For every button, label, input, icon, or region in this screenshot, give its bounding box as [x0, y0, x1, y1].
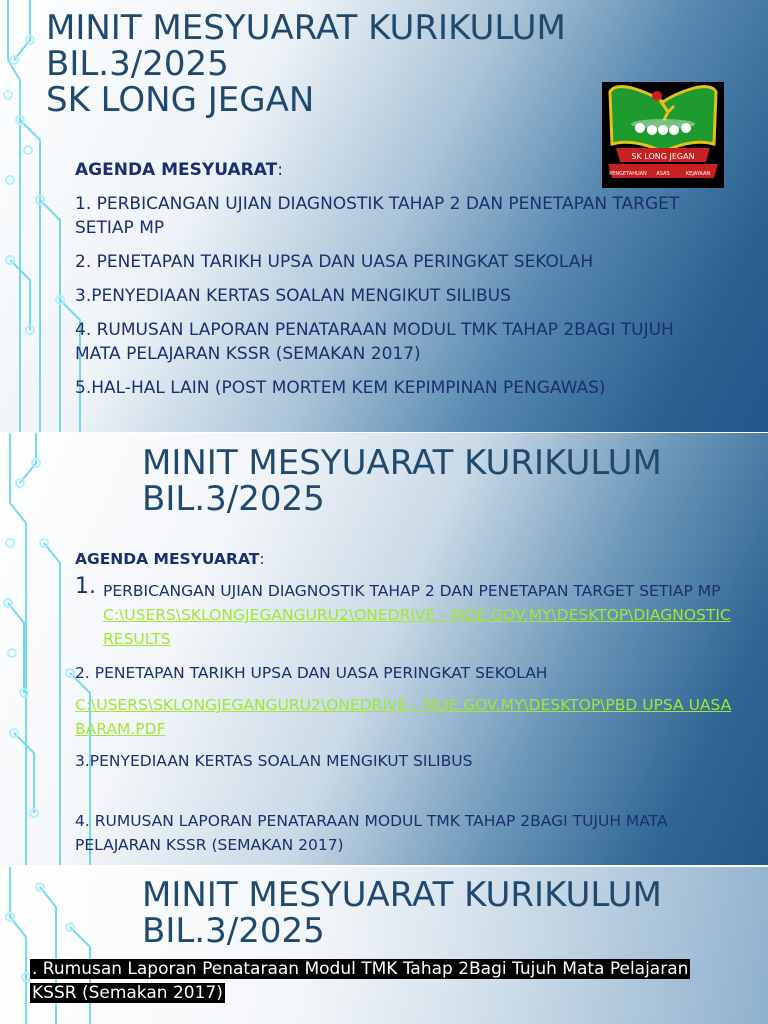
agenda-list — [75, 547, 740, 865]
agenda-heading — [75, 158, 715, 182]
logo-motto-mid: ASAS — [656, 171, 670, 177]
agenda-item: 4. RUMUSAN LAPORAN PENATARAAN MODUL TMK TAHAP 2BAGI TUJUH MATA PELAJARAN KSSR (SEMAKAN 2017) — [75, 812, 668, 854]
logo-motto-left: PENGETAHUAN — [609, 171, 647, 177]
agenda-heading-label: AGENDA MESYUARAT — [75, 550, 260, 568]
agenda-heading — [75, 547, 740, 571]
title-line: MINIT MESYUARAT KURIKULUM — [46, 8, 566, 48]
agenda-item: 4. RUMUSAN LAPORAN PENATARAAN MODUL TMK TAHAP 2BAGI TUJUH MATA PELAJARAN KSSR (SEMAKAN 2017) — [75, 320, 674, 364]
highlighted-agenda-item — [30, 957, 690, 1005]
slide-2-title — [142, 445, 662, 517]
agenda-item: 2. PENETAPAN TARIKH UPSA DAN UASA PERINGKAT SEKOLAH — [75, 664, 548, 682]
agenda-item: 1. PERBICANGAN UJIAN DIAGNOSTIK TAHAP 2 DAN PENETAPAN TARGET SETIAP MP — [75, 194, 680, 238]
item-number: 1. — [75, 574, 96, 599]
agenda-list — [75, 158, 715, 410]
title-line: BIL.3/2025 — [142, 911, 325, 951]
pbd-upsa-uasa-link[interactable]: C:\USERS\SKLONGJEGANGURU2\ONEDRIVE - MOE.GOV.MY\DESKTOP\PBD UPSA UASA BARAM.PDF — [75, 696, 732, 738]
highlighted-text: . Rumusan Laporan Penataraan Modul TMK Tahap 2Bagi Tujuh Mata Pelajaran KSSR (Semakan 2017) — [32, 959, 689, 1003]
agenda-heading-colon: : — [277, 160, 283, 180]
agenda-item: 5.HAL-HAL LAIN (POST MORTEM KEM KEPIMPINAN PENGAWAS) — [75, 378, 606, 398]
logo-motto-right: KEJAYAAN — [685, 171, 711, 177]
diagnostic-results-link[interactable]: C:\USERS\SKLONGJEGANGURU2\ONEDRIVE - MOE.GOV.MY\DESKTOP\DIAGNOSTIC RESULTS — [103, 606, 731, 648]
agenda-heading-label: AGENDA MESYUARAT — [75, 160, 278, 180]
agenda-item — [75, 693, 740, 741]
slide-3 — [0, 867, 768, 1024]
title-line: BIL.3/2025 — [46, 44, 229, 84]
agenda-item: 2. PENETAPAN TARIKH UPSA DAN UASA PERINGKAT SEKOLAH — [75, 252, 594, 272]
title-line: MINIT MESYUARAT KURIKULUM — [142, 875, 662, 915]
title-line: BIL.3/2025 — [142, 479, 325, 519]
title-line: MINIT MESYUARAT KURIKULUM — [142, 443, 662, 483]
logo-school-name: SK LONG JEGAN — [631, 152, 695, 161]
agenda-item: 3.PENYEDIAAN KERTAS SOALAN MENGIKUT SILIBUS — [75, 286, 511, 306]
slide-1 — [0, 0, 768, 432]
title-line: SK LONG JEGAN — [46, 80, 315, 120]
agenda-item: 3.PENYEDIAAN KERTAS SOALAN MENGIKUT SILIBUS — [75, 752, 473, 770]
agenda-item — [75, 574, 740, 651]
slide-1-title — [46, 10, 566, 118]
item-text: PERBICANGAN UJIAN DIAGNOSTIK TAHAP 2 DAN PENETAPAN TARGET SETIAP MP — [103, 582, 721, 600]
agenda-heading-colon: : — [259, 550, 265, 568]
slide-2 — [0, 433, 768, 865]
slide-3-title — [142, 877, 662, 949]
